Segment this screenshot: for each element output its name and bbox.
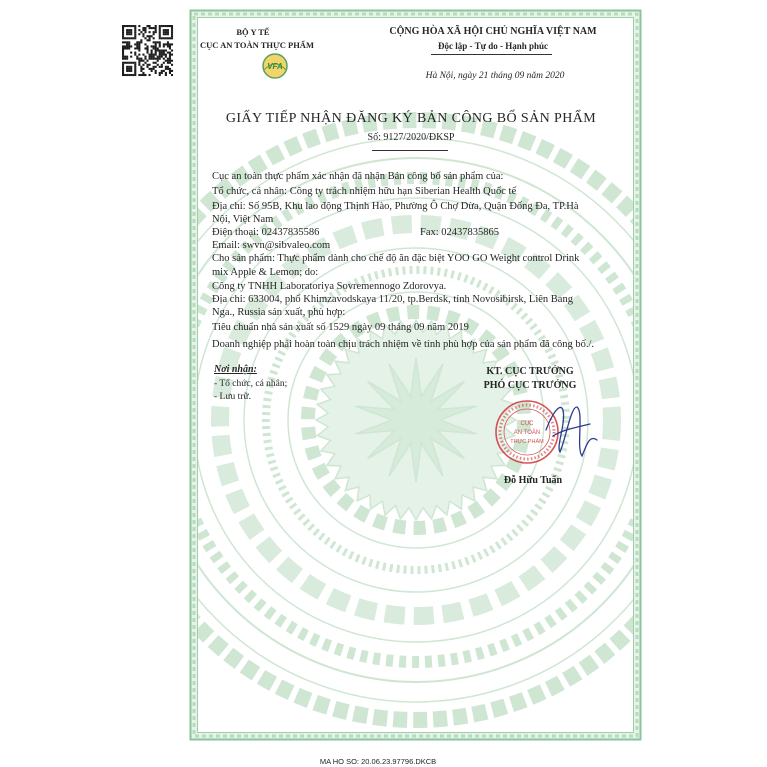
phone-line: Điện thoại: 02437835586 (212, 227, 320, 238)
product-line-2: mix Apple & Lemon; do: (212, 267, 319, 278)
responsibility-line: Doanh nghiệp phải hoàn toàn chịu trách nhiệm về tính phù hợp của sản phẩm đã công bố./. (212, 339, 594, 350)
ministry-name: BỘ Y TẾ (236, 27, 270, 37)
number-underline (372, 150, 448, 151)
signer-title-2: PHÓ CỤC TRƯỞNG (483, 380, 577, 391)
product-line-1: Cho sản phẩm: Thực phẩm dành cho chế độ ăn đặc biệt YOO GO Weight control Drink (212, 253, 580, 264)
recipient-item: - Tổ chức, cá nhân; (214, 379, 288, 389)
agency-name: CỤC AN TOÀN THỰC PHẨM (200, 40, 314, 50)
place-and-date: Hà Nội, ngày 21 tháng 09 năm 2020 (425, 71, 565, 81)
national-motto: Độc lập - Tự do - Hạnh phúc (437, 41, 548, 51)
address-line-1: Địa chỉ: Số 95B, Khu lao động Thịnh Hào, Phường Ô Chợ Dừa, Quận Đống Đa, TP.Hà (212, 201, 579, 212)
motto-underline (431, 54, 552, 55)
manufacturer-line: Công ty TNHH Laboratoriya Sovremennogo Zdorovya. (212, 281, 447, 292)
email-line: Email: swvn@sibvaleo.com (212, 240, 331, 251)
address-line-2: Nội, Việt Nam (212, 214, 274, 225)
stamp-line-3: THỰC PHẨM (510, 439, 544, 445)
document-number: Số: 9127/2020/ĐKSP (367, 132, 455, 143)
manufacturer-address-line-2: Nga., Russia sản xuất, phù hợp: (212, 307, 346, 318)
signer-title-1: KT. CỤC TRƯỞNG (486, 366, 574, 377)
stamp-line-1: CỤC (520, 421, 534, 427)
record-code: MA HO SO: 20.06.23.97796.DKCB (319, 757, 437, 766)
fax-line: Fax: 02437835865 (420, 227, 500, 238)
country-name: CỘNG HÒA XÃ HỘI CHỦ NGHĨA VIỆT NAM (389, 26, 597, 37)
document-title: GIẤY TIẾP NHẬN ĐĂNG KÝ BẢN CÔNG BỐ SẢN PHẨM (225, 111, 597, 126)
intro-text: Cục an toàn thực phẩm xác nhận đã nhận Bản công bố sản phẩm của: (212, 171, 504, 182)
logo-lettering: VFA (267, 62, 283, 71)
signer-name: Đỗ Hữu Tuấn (503, 475, 563, 486)
manufacturer-address-line-1: Địa chỉ: 633004, phố Khimzavodskaya 11/20, tp.Berdsk, tỉnh Novosibirsk, Liên Bang (212, 294, 573, 305)
stamp-line-2: AN TOÀN (513, 430, 541, 436)
recipient-item: - Lưu trữ. (214, 392, 251, 402)
standard-line: Tiêu chuẩn nhà sản xuất số 1529 ngày 09 tháng 09 năm 2019 (212, 322, 469, 333)
organization-line: Tổ chức, cá nhân: Công ty trách nhiệm hữu hạn Siberian Health Quốc tế (212, 186, 517, 197)
vfa-logo-icon (263, 54, 287, 78)
qr-code-icon (122, 25, 173, 76)
recipients-heading: Nơi nhận: (214, 364, 257, 375)
